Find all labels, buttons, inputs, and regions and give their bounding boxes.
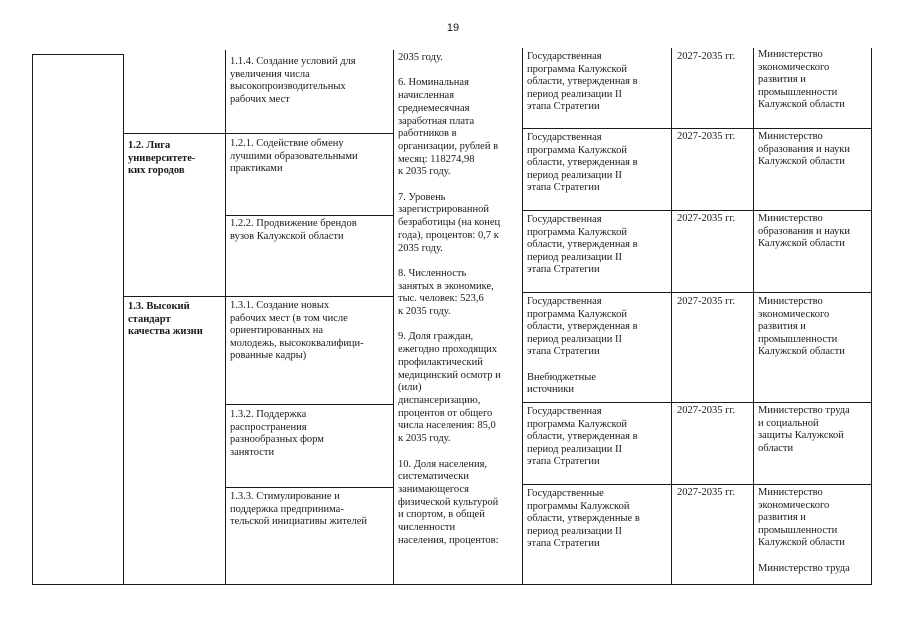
table-cell-period: 2027-2035 гг. bbox=[677, 213, 736, 224]
table-cell-measure: 1.3.3. Стимулирование и поддержка предпринима- тельской инициативы жителей bbox=[230, 491, 367, 528]
table-border-indicators bbox=[393, 50, 394, 585]
table-cell-task: 1.2. Лига университете- ких городов bbox=[128, 140, 196, 177]
table-cell-measure: 1.2.2. Продвижение брендов вузов Калужской области bbox=[230, 218, 357, 242]
table-cell-executor: Министерство образования и науки Калужской области bbox=[758, 213, 850, 250]
page-number: 19 bbox=[446, 22, 460, 34]
table-cell-program: Государственные программы Калужской области, утвержденные в период реализации II этапа Стратегии bbox=[527, 488, 640, 550]
table-cell-program: Государственная программа Калужской области, утвержденная в период реализации II этапа Стратегии bbox=[527, 51, 638, 113]
table-cell-period: 2027-2035 гг. bbox=[677, 487, 736, 498]
table-row-border bbox=[225, 215, 394, 216]
table-border-measure bbox=[225, 50, 226, 585]
table-border-left bbox=[32, 54, 33, 585]
table-cell-program: Государственная программа Калужской области, утвержденная в период реализации II этапа Стратегии bbox=[527, 406, 638, 468]
table-cell-executor: Министерство труда и социальной защиты Калужской области bbox=[758, 405, 850, 454]
table-cell-program: Государственная программа Калужской области, утвержденная в период реализации II этапа Стратегии Внебюджетные источники bbox=[527, 296, 638, 396]
table-cell-measure: 1.3.2. Поддержка распространения разнообразных форм занятости bbox=[230, 409, 324, 458]
table-cell-measure: 1.3.1. Создание новых рабочих мест (в том числе ориентированных на молодежь, высококвалифици- рованные кадры) bbox=[230, 300, 364, 362]
table-cell-program: Государственная программа Калужской области, утвержденная в период реализации II этапа Стратегии bbox=[527, 132, 638, 194]
table-row-border bbox=[123, 296, 394, 297]
table-cell-period: 2027-2035 гг. bbox=[677, 296, 736, 307]
table-border-top-left bbox=[32, 54, 124, 55]
table-row-border bbox=[123, 133, 394, 134]
table-cell-period: 2027-2035 гг. bbox=[677, 51, 736, 62]
table-cell-period: 2027-2035 гг. bbox=[677, 131, 736, 142]
table-row-border bbox=[522, 292, 872, 293]
table-row-border bbox=[225, 404, 394, 405]
table-cell-measure: 1.1.4. Создание условий для увеличения числа высокопроизводительных рабочих мест bbox=[230, 56, 356, 105]
table-cell-executor: Министерство образования и науки Калужской области bbox=[758, 131, 850, 168]
table-border-bottom bbox=[32, 584, 872, 585]
table-cell-executor: Министерство экономического развития и промышленности Калужской области bbox=[758, 49, 845, 111]
table-row-border bbox=[225, 487, 394, 488]
table-row-border bbox=[522, 484, 872, 485]
table-row-border bbox=[522, 210, 872, 211]
table-cell-measure: 1.2.1. Содействие обмену лучшими образовательными практиками bbox=[230, 138, 358, 175]
table-cell-executor: Министерство экономического развития и промышленности Калужской области bbox=[758, 296, 845, 358]
table-cell-executor: Министерство экономического развития и промышленности Калужской области Министерство труда bbox=[758, 487, 850, 574]
table-cell-period: 2027-2035 гг. bbox=[677, 405, 736, 416]
table-cell-indicators: 2035 году. 6. Номинальная начисленная среднемесячная заработная плата работников в организации, рублей в месяц: 118274,98 к 2035 году. 7. Уровень зарегистрированной безработицы (на конец года), процентов: 0,7 к 2035 году. 8. Численность занятых в экономике, тыс. человек: 523,6 к 2035 году. 9. Доля граждан, ежегодно проходящих профилактический медицинский осмотр и (или) диспансеризацию, процентов от общего числа населения: 85,0 к 2035 году. 10. Доля населения, систематически занимающегося физической культурой и спортом, в общей численности населения, процентов: bbox=[398, 52, 501, 546]
table-cell-program: Государственная программа Калужской области, утвержденная в период реализации II этапа Стратегии bbox=[527, 214, 638, 276]
table-row-border bbox=[522, 402, 872, 403]
table-row-border bbox=[522, 128, 872, 129]
table-cell-task: 1.3. Высокий стандарт качества жизни bbox=[128, 301, 203, 338]
